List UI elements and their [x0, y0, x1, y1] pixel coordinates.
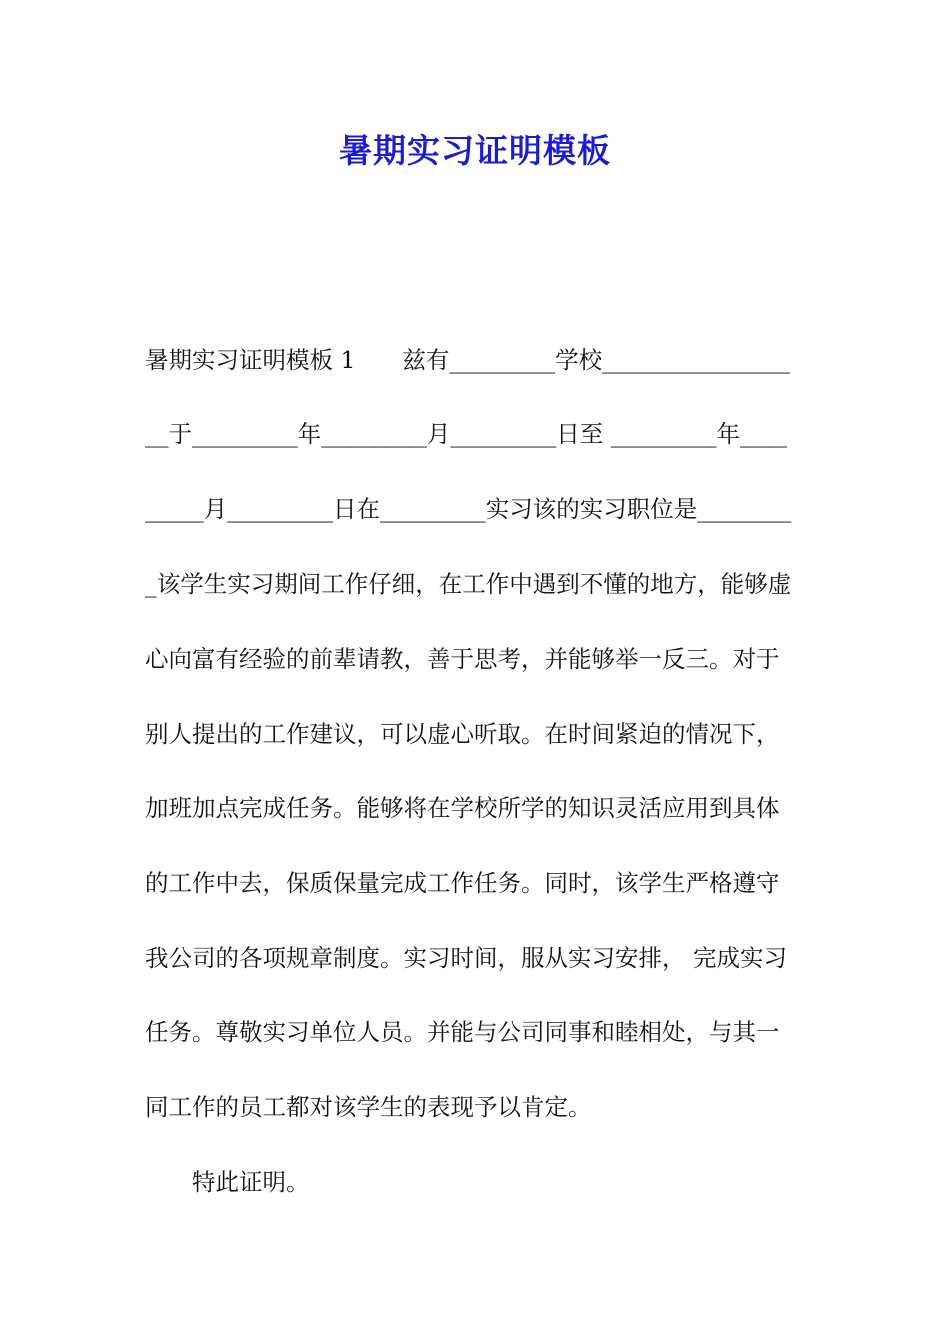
- body-line: _____月_________日在_________实习该的实习职位是________: [145, 495, 792, 523]
- body-line: 我公司的各项规章制度。实习时间，服从实习安排， 完成实习: [145, 944, 787, 972]
- body-line: __于_________年_________月_________日至 _________年____: [145, 420, 787, 448]
- body-line: 暑期实习证明模板 1 兹有_________学校________________: [145, 346, 791, 374]
- closing-line: 特此证明。: [192, 1168, 310, 1196]
- body-line: 别人提出的工作建议，可以虚心听取。在时间紧迫的情况下，: [145, 720, 780, 748]
- document-title: 暑期实习证明模板: [339, 131, 611, 170]
- body-line: 同工作的员工都对该学生的表现予以肯定。: [145, 1093, 592, 1121]
- body-line: 任务。尊敬实习单位人员。并能与公司同事和睦相处，与其一: [145, 1018, 780, 1046]
- body-line: _该学生实习期间工作仔细，在工作中遇到不懂的地方，能够虚: [145, 570, 792, 598]
- body-line: 的工作中去，保质保量完成工作任务。同时，该学生严格遵守: [145, 869, 780, 897]
- body-line: 心向富有经验的前辈请教，善于思考，并能够举一反三。对于: [145, 645, 780, 673]
- body-line: 加班加点完成任务。能够将在学校所学的知识灵活应用到具体: [145, 794, 780, 822]
